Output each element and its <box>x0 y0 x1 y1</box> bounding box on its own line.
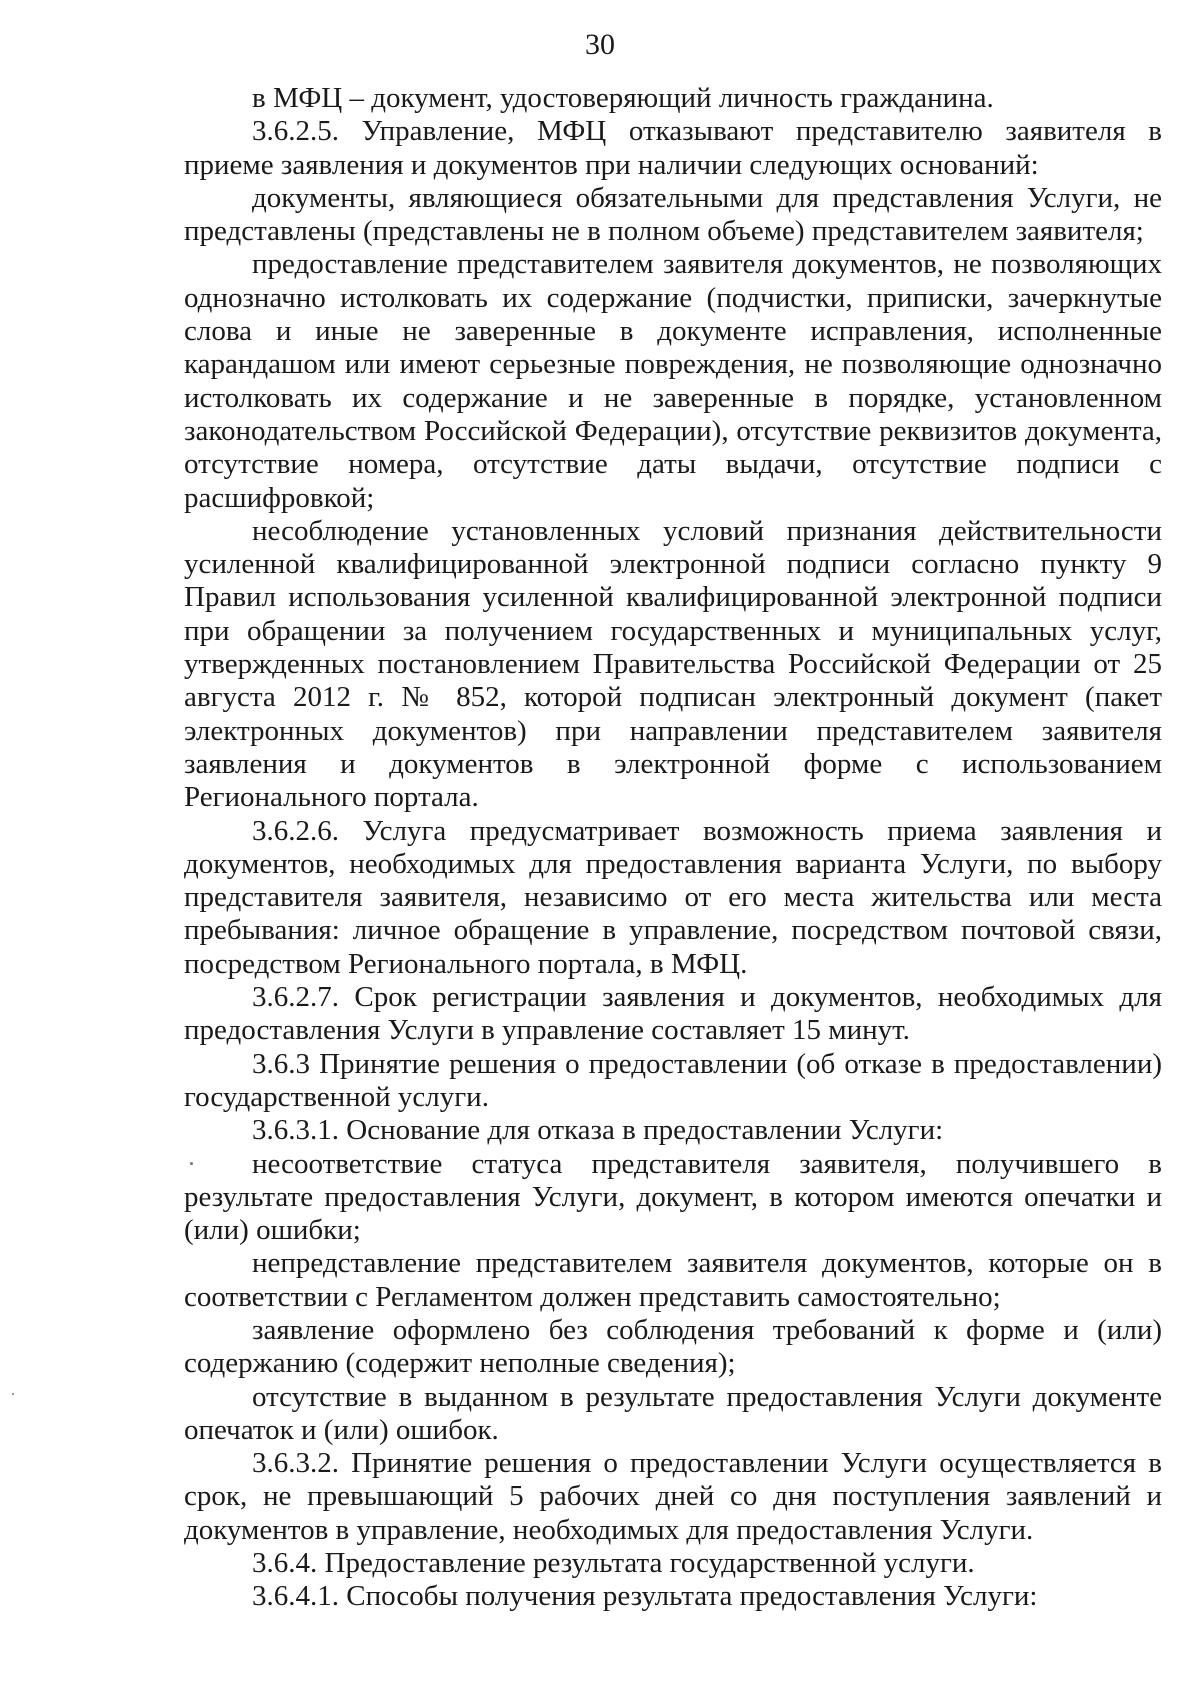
document-body <box>184 82 1162 1614</box>
paragraph-1: в МФЦ – документ, удостоверяющий личность гражданина. <box>252 82 994 114</box>
paragraph-refusal-documents-not-provided: непредставление представителем заявителя документов, которые он в соответствии с Регламентом должен представить самостоятельно; <box>184 1247 1162 1313</box>
paragraph-3-6-4-1: 3.6.4.1. Способы получения результата предоставления Услуги: <box>252 1580 1038 1613</box>
paragraph-3-6-2-6: 3.6.2.6. Услуга предусматривает возможность приема заявления и документов, необходимых для предоставления варианта Услуги, по выбору представителя заявителя, независимо от его места жительства или места пребывания: личное обращение в управление, посредством почтовой связи, посредством Регионального портала, в МФЦ. <box>184 814 1162 980</box>
paragraph-3-6-3-1: 3.6.3.1. Основание для отказа в предоставлении Услуги: <box>252 1114 944 1147</box>
paragraph-refusal-no-errors: отсутствие в выданном в результате предоставления Услуги документе опечаток и (или) ошибок. <box>184 1380 1162 1446</box>
paragraph-reason-signature-invalid: несоблюдение установленных условий признания действительности усиленной квалифицированной электронной подписи согласно пункту 9 Правил использования усиленной квалифицированной электронной подписи при обращении за получением государственных и муниципальных услуг, утвержденных постановлением Правительства Российской Федерации от 25 августа 2012 г. № 852, которой подписан электронный документ (пакет электронных документов) при направлении представителем заявителя заявления и документов в электронной форме с использованием Регионального портала. <box>184 514 1162 814</box>
scan-speck <box>12 1393 14 1395</box>
scan-speck <box>190 1162 193 1165</box>
paragraph-refusal-status-mismatch: несоответствие статуса представителя заявителя, получившего в результате предоставления Услуги, документ, в котором имеются опечатки и (или) ошибки; <box>184 1147 1162 1247</box>
paragraph-3-6-2-5: 3.6.2.5. Управление, МФЦ отказывают представителю заявителя в приеме заявления и документов при наличии следующих оснований: <box>184 115 1162 181</box>
paragraph-refusal-form-violation: заявление оформлено без соблюдения требований к форме и (или) содержанию (содержит неполные сведения); <box>184 1313 1162 1380</box>
paragraph-3-6-3-2: 3.6.3.2. Принятие решения о предоставлении Услуги осуществляется в срок, не превышающий 5 рабочих дней со дня поступления заявлений и документов в управление, необходимых для предоставления Услуги. <box>184 1447 1162 1546</box>
paragraph-3-6-4: 3.6.4. Предоставление результата государственной услуги. <box>252 1547 975 1580</box>
paragraph-reason-documents-ambiguous: предоставление представителем заявителя документов, не позволяющих однозначно истолковать их содержание (подчистки, приписки, зачеркнутые слова и иные не заверенные в документе исправления, исполненные карандашом или имеют серьезные повреждения, не позволяющие однозначно истолковать их содержание и не заверенные в порядке, установленном законодательством Российской Федерации), отсутствие реквизитов документа, отсутствие номера, отсутствие даты выдачи, отсутствие подписи с расшифровкой; <box>184 248 1162 514</box>
paragraph-3-6-2-7: 3.6.2.7. Срок регистрации заявления и документов, необходимых для предоставления Услуги в управление составляет 15 минут. <box>184 981 1162 1047</box>
page-number: 30 <box>585 28 615 61</box>
paragraph-3-6-3: 3.6.3 Принятие решения о предоставлении (об отказе в предоставлении) государственной услуги. <box>184 1047 1162 1113</box>
paragraph-reason-documents-missing: документы, являющиеся обязательными для представления Услуги, не представлены (представлены не в полном объеме) представителем заявителя; <box>184 181 1162 248</box>
